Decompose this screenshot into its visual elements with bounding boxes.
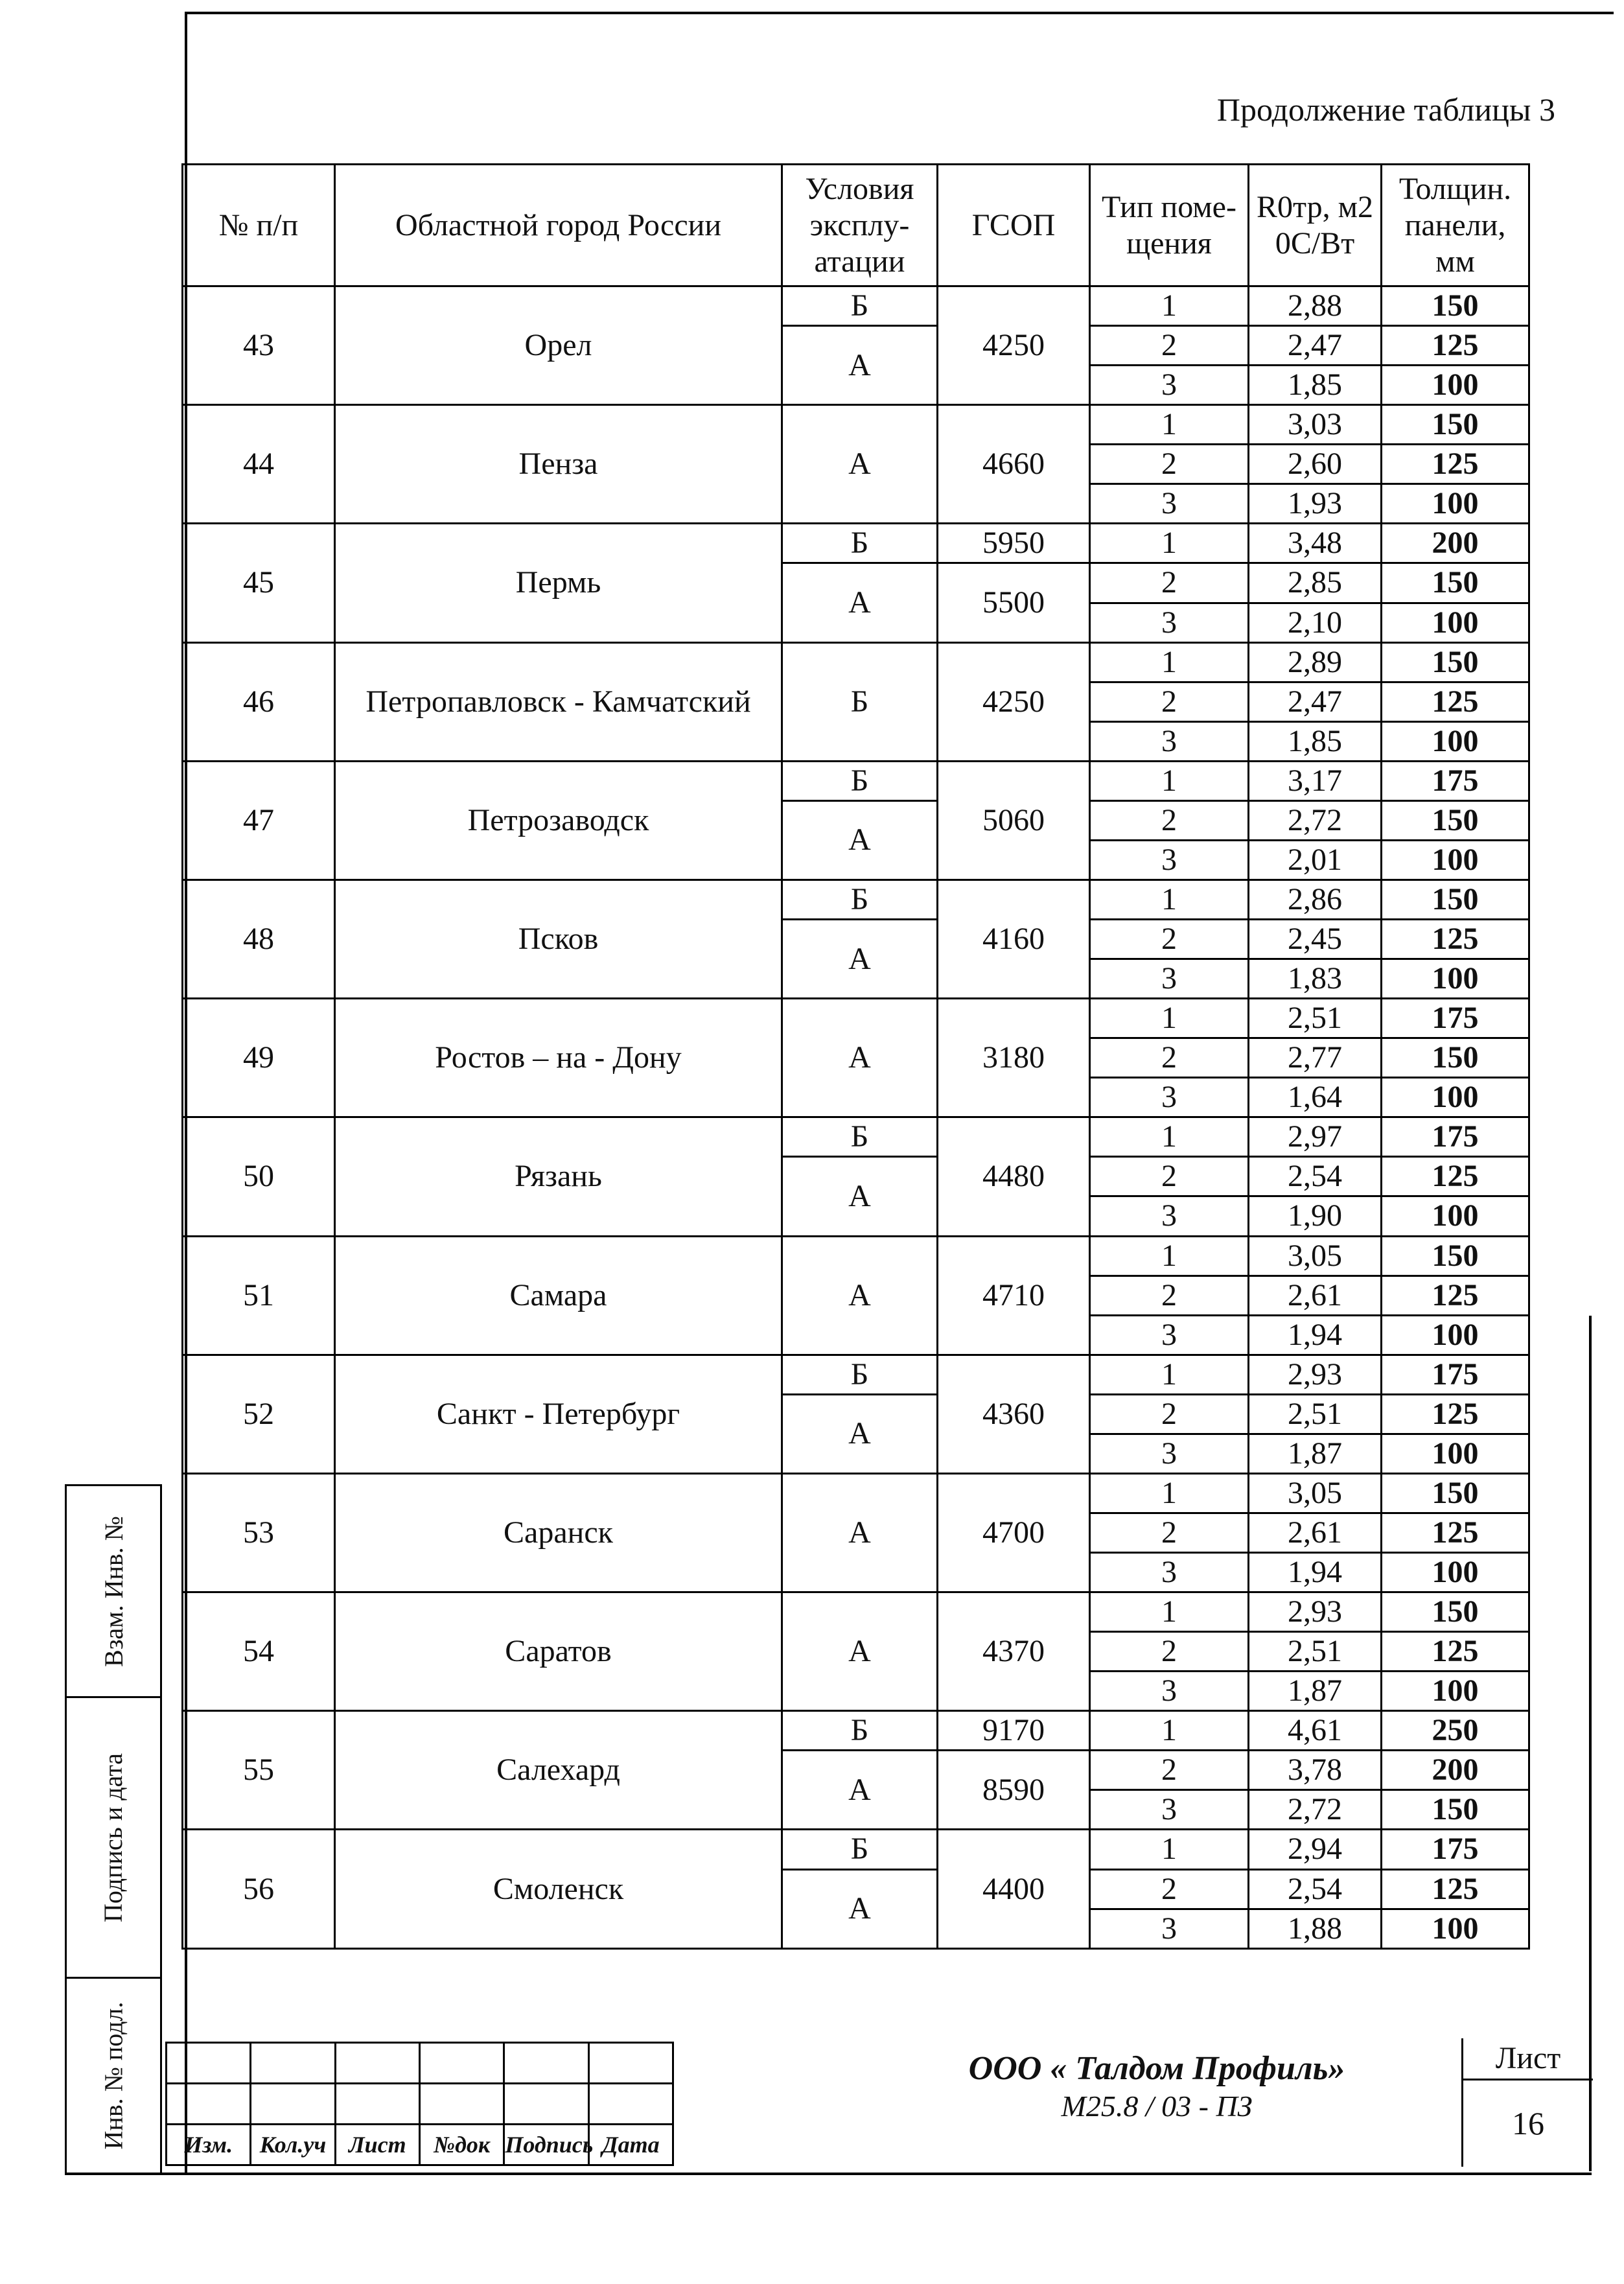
city-name: Ростов – на - Дону <box>335 999 782 1117</box>
room-type: 2 <box>1090 1513 1249 1552</box>
side-inv-label: Инв. № подл. <box>99 2001 128 2150</box>
city-name: Саратов <box>335 1592 782 1711</box>
r0-value: 2,72 <box>1249 1790 1382 1830</box>
panel-thickness: 150 <box>1382 1038 1529 1078</box>
panel-thickness: 125 <box>1382 326 1529 366</box>
title-block <box>165 2042 1591 2165</box>
city-name: Салехард <box>335 1711 782 1830</box>
panel-thickness: 125 <box>1382 682 1529 721</box>
conditions: А <box>782 563 938 642</box>
table-row <box>183 880 1529 919</box>
room-type: 3 <box>1090 959 1249 999</box>
table-row <box>183 1592 1529 1632</box>
title-col-header: Изм. <box>167 2125 251 2165</box>
conditions: А <box>782 326 938 405</box>
panel-thickness: 100 <box>1382 721 1529 761</box>
r0-value: 2,61 <box>1249 1276 1382 1315</box>
table-row <box>183 1355 1529 1394</box>
room-type: 1 <box>1090 642 1249 682</box>
frame-bottom-line <box>65 2173 1592 2175</box>
r0-value: 1,64 <box>1249 1078 1382 1117</box>
room-type: 3 <box>1090 1196 1249 1236</box>
city-name: Петропавловск - Камчатский <box>335 642 782 761</box>
conditions: А <box>782 1473 938 1592</box>
room-type: 2 <box>1090 445 1249 484</box>
r0-value: 2,51 <box>1249 999 1382 1038</box>
table-row <box>183 1711 1529 1751</box>
room-type: 1 <box>1090 1711 1249 1751</box>
conditions: Б <box>782 761 938 800</box>
room-type: 2 <box>1090 563 1249 603</box>
r0-value: 2,47 <box>1249 682 1382 721</box>
panel-thickness: 100 <box>1382 1315 1529 1355</box>
row-number: 50 <box>183 1117 335 1236</box>
panel-thickness: 125 <box>1382 1632 1529 1672</box>
conditions: Б <box>782 642 938 761</box>
conditions: Б <box>782 1117 938 1157</box>
room-type: 3 <box>1090 1553 1249 1592</box>
room-type: 2 <box>1090 1751 1249 1790</box>
r0-value: 2,88 <box>1249 286 1382 326</box>
r0-value: 2,77 <box>1249 1038 1382 1078</box>
sheet-label: Лист <box>1463 2038 1593 2080</box>
panel-thickness: 250 <box>1382 1711 1529 1751</box>
room-type: 1 <box>1090 1236 1249 1276</box>
panel-thickness: 100 <box>1382 840 1529 880</box>
room-type: 2 <box>1090 1869 1249 1909</box>
gsop: 4480 <box>938 1117 1090 1236</box>
row-number: 51 <box>183 1236 335 1355</box>
panel-thickness: 100 <box>1382 1553 1529 1592</box>
r0-value: 1,90 <box>1249 1196 1382 1236</box>
gsop: 4700 <box>938 1473 1090 1592</box>
r0-value: 2,97 <box>1249 1117 1382 1157</box>
table-row <box>183 1830 1529 1869</box>
gsop: 4660 <box>938 405 1090 524</box>
row-number: 49 <box>183 999 335 1117</box>
room-type: 2 <box>1090 1394 1249 1434</box>
city-name: Санкт - Петербург <box>335 1355 782 1473</box>
panel-thickness: 150 <box>1382 286 1529 326</box>
room-type: 1 <box>1090 761 1249 800</box>
gsop: 4250 <box>938 642 1090 761</box>
room-type: 2 <box>1090 1038 1249 1078</box>
panel-thickness: 125 <box>1382 1157 1529 1196</box>
city-name: Рязань <box>335 1117 782 1236</box>
panel-thickness: 100 <box>1382 1672 1529 1711</box>
r0-value: 2,47 <box>1249 326 1382 366</box>
side-vzam-label: Взам. Инв. № <box>99 1515 128 1667</box>
row-number: 53 <box>183 1473 335 1592</box>
r0-value: 2,85 <box>1249 563 1382 603</box>
panel-thickness: 175 <box>1382 1117 1529 1157</box>
table-row <box>183 1236 1529 1276</box>
panel-thickness: 150 <box>1382 1790 1529 1830</box>
room-type: 2 <box>1090 800 1249 840</box>
row-number: 43 <box>183 286 335 405</box>
r0-value: 3,78 <box>1249 1751 1382 1790</box>
panel-thickness: 175 <box>1382 1355 1529 1394</box>
panel-thickness: 100 <box>1382 1434 1529 1473</box>
gsop: 5060 <box>938 761 1090 880</box>
table-row <box>183 999 1529 1038</box>
conditions: А <box>782 1157 938 1236</box>
r0-value: 1,87 <box>1249 1672 1382 1711</box>
conditions: А <box>782 999 938 1117</box>
r0-value: 3,05 <box>1249 1236 1382 1276</box>
r0-value: 1,94 <box>1249 1315 1382 1355</box>
r0-value: 2,94 <box>1249 1830 1382 1869</box>
city-name: Самара <box>335 1236 782 1355</box>
panel-thickness: 100 <box>1382 366 1529 405</box>
panel-thickness: 100 <box>1382 1078 1529 1117</box>
gsop: 8590 <box>938 1751 1090 1830</box>
r0-value: 2,93 <box>1249 1592 1382 1632</box>
conditions: А <box>782 405 938 524</box>
room-type: 1 <box>1090 999 1249 1038</box>
room-type: 2 <box>1090 1276 1249 1315</box>
header-conditions: Условия эксплу-атации <box>782 165 938 286</box>
room-type: 3 <box>1090 1078 1249 1117</box>
panel-thickness: 175 <box>1382 1830 1529 1869</box>
header-r0: R0тр, м2 0С/Вт <box>1249 165 1382 286</box>
row-number: 48 <box>183 880 335 998</box>
title-col-header: Кол.уч <box>251 2125 335 2165</box>
room-type: 3 <box>1090 1315 1249 1355</box>
panel-thickness: 175 <box>1382 761 1529 800</box>
r0-value: 2,89 <box>1249 642 1382 682</box>
r0-value: 1,88 <box>1249 1909 1382 1948</box>
side-vzam-inv <box>65 1484 162 1698</box>
r0-value: 2,51 <box>1249 1632 1382 1672</box>
room-type: 1 <box>1090 524 1249 563</box>
row-number: 56 <box>183 1830 335 1949</box>
panel-thickness: 200 <box>1382 1751 1529 1790</box>
room-type: 3 <box>1090 1672 1249 1711</box>
conditions: Б <box>782 1830 938 1869</box>
sheet-box <box>1461 2038 1593 2167</box>
gsop: 4710 <box>938 1236 1090 1355</box>
row-number: 52 <box>183 1355 335 1473</box>
city-name: Саранск <box>335 1473 782 1592</box>
table-row <box>183 286 1529 326</box>
panel-thickness: 150 <box>1382 642 1529 682</box>
r0-value: 1,93 <box>1249 484 1382 524</box>
title-col-header: Лист <box>335 2125 419 2165</box>
conditions: Б <box>782 1711 938 1751</box>
r0-value: 2,93 <box>1249 1355 1382 1394</box>
r0-value: 2,45 <box>1249 920 1382 959</box>
room-type: 1 <box>1090 1355 1249 1394</box>
header-room-type: Тип поме-щения <box>1090 165 1249 286</box>
title-col-header: Дата <box>588 2125 673 2165</box>
gsop: 5500 <box>938 563 1090 642</box>
table-row <box>183 1473 1529 1513</box>
conditions: А <box>782 1751 938 1830</box>
room-type: 3 <box>1090 603 1249 642</box>
conditions: А <box>782 1869 938 1949</box>
conditions: Б <box>782 524 938 563</box>
conditions: А <box>782 920 938 999</box>
r0-value: 2,61 <box>1249 1513 1382 1552</box>
panel-thickness: 150 <box>1382 1592 1529 1632</box>
r0-value: 3,03 <box>1249 405 1382 445</box>
table-row <box>183 642 1529 682</box>
room-type: 2 <box>1090 920 1249 959</box>
room-type: 2 <box>1090 1632 1249 1672</box>
table-row <box>183 1117 1529 1157</box>
header-panel-thickness: Толщин. панели, мм <box>1382 165 1529 286</box>
thermal-resistance-table <box>181 163 1530 1950</box>
r0-value: 1,85 <box>1249 366 1382 405</box>
panel-thickness: 125 <box>1382 1513 1529 1552</box>
gsop: 4360 <box>938 1355 1090 1473</box>
gsop: 5950 <box>938 524 1090 563</box>
frame-top-line <box>185 12 1614 14</box>
r0-value: 1,87 <box>1249 1434 1382 1473</box>
r0-value: 2,51 <box>1249 1394 1382 1434</box>
panel-thickness: 125 <box>1382 1869 1529 1909</box>
room-type: 2 <box>1090 326 1249 366</box>
row-number: 55 <box>183 1711 335 1830</box>
gsop: 4400 <box>938 1830 1090 1949</box>
room-type: 3 <box>1090 366 1249 405</box>
gsop: 9170 <box>938 1711 1090 1751</box>
company-name: ООО « Талдом Профиль» <box>968 2050 1345 2087</box>
header-city: Областной город России <box>335 165 782 286</box>
panel-thickness: 150 <box>1382 880 1529 919</box>
room-type: 3 <box>1090 721 1249 761</box>
side-inv-podl <box>65 1977 162 2174</box>
r0-value: 2,10 <box>1249 603 1382 642</box>
header-gsop: ГСОП <box>938 165 1090 286</box>
r0-value: 2,54 <box>1249 1157 1382 1196</box>
panel-thickness: 125 <box>1382 920 1529 959</box>
conditions: А <box>782 1236 938 1355</box>
room-type: 1 <box>1090 1473 1249 1513</box>
table-row <box>183 524 1529 563</box>
gsop: 3180 <box>938 999 1090 1117</box>
panel-thickness: 100 <box>1382 1909 1529 1948</box>
panel-thickness: 150 <box>1382 800 1529 840</box>
title-col-header: №док <box>419 2125 504 2165</box>
table-continuation-caption: Продолжение таблицы 3 <box>1216 91 1555 128</box>
title-col-header: Подпись <box>504 2125 588 2165</box>
r0-value: 4,61 <box>1249 1711 1382 1751</box>
header-num: № п/п <box>183 165 335 286</box>
conditions: А <box>782 1394 938 1473</box>
city-name: Пермь <box>335 524 782 642</box>
conditions: А <box>782 1592 938 1711</box>
panel-thickness: 175 <box>1382 999 1529 1038</box>
panel-thickness: 100 <box>1382 1196 1529 1236</box>
table-row <box>183 405 1529 445</box>
panel-thickness: 150 <box>1382 1236 1529 1276</box>
r0-value: 3,17 <box>1249 761 1382 800</box>
r0-value: 2,86 <box>1249 880 1382 919</box>
room-type: 2 <box>1090 682 1249 721</box>
r0-value: 1,94 <box>1249 1553 1382 1592</box>
conditions: А <box>782 800 938 880</box>
side-podpis-label: Подпись и дата <box>99 1753 128 1922</box>
panel-thickness: 150 <box>1382 1473 1529 1513</box>
conditions: Б <box>782 1355 938 1394</box>
r0-value: 2,54 <box>1249 1869 1382 1909</box>
room-type: 1 <box>1090 1592 1249 1632</box>
r0-value: 2,60 <box>1249 445 1382 484</box>
revision-grid <box>165 2042 674 2166</box>
r0-value: 3,48 <box>1249 524 1382 563</box>
room-type: 3 <box>1090 484 1249 524</box>
row-number: 44 <box>183 405 335 524</box>
r0-value: 3,05 <box>1249 1473 1382 1513</box>
panel-thickness: 125 <box>1382 1394 1529 1434</box>
panel-thickness: 100 <box>1382 603 1529 642</box>
panel-thickness: 100 <box>1382 959 1529 999</box>
room-type: 3 <box>1090 1909 1249 1948</box>
panel-thickness: 150 <box>1382 563 1529 603</box>
room-type: 3 <box>1090 840 1249 880</box>
room-type: 1 <box>1090 1117 1249 1157</box>
room-type: 2 <box>1090 1157 1249 1196</box>
panel-thickness: 150 <box>1382 405 1529 445</box>
panel-thickness: 100 <box>1382 484 1529 524</box>
city-name: Орел <box>335 286 782 405</box>
room-type: 1 <box>1090 405 1249 445</box>
panel-thickness: 125 <box>1382 1276 1529 1315</box>
city-name: Смоленск <box>335 1830 782 1949</box>
r0-value: 1,83 <box>1249 959 1382 999</box>
room-type: 1 <box>1090 1830 1249 1869</box>
row-number: 45 <box>183 524 335 642</box>
gsop: 4250 <box>938 286 1090 405</box>
panel-thickness: 125 <box>1382 445 1529 484</box>
city-name: Пенза <box>335 405 782 524</box>
room-type: 3 <box>1090 1434 1249 1473</box>
table-row <box>183 761 1529 800</box>
conditions: Б <box>782 286 938 326</box>
gsop: 4160 <box>938 880 1090 998</box>
r0-value: 1,85 <box>1249 721 1382 761</box>
room-type: 1 <box>1090 286 1249 326</box>
row-number: 47 <box>183 761 335 880</box>
side-podpis-data <box>65 1696 162 1979</box>
room-type: 3 <box>1090 1790 1249 1830</box>
panel-thickness: 200 <box>1382 524 1529 563</box>
city-name: Петрозаводск <box>335 761 782 880</box>
r0-value: 2,01 <box>1249 840 1382 880</box>
sheet-number: 16 <box>1512 2105 1544 2141</box>
row-number: 54 <box>183 1592 335 1711</box>
room-type: 1 <box>1090 880 1249 919</box>
r0-value: 2,72 <box>1249 800 1382 840</box>
city-name: Псков <box>335 880 782 998</box>
gsop: 4370 <box>938 1592 1090 1711</box>
row-number: 46 <box>183 642 335 761</box>
document-number: М25.8 / 03 - ПЗ <box>1061 2090 1253 2123</box>
conditions: Б <box>782 880 938 919</box>
